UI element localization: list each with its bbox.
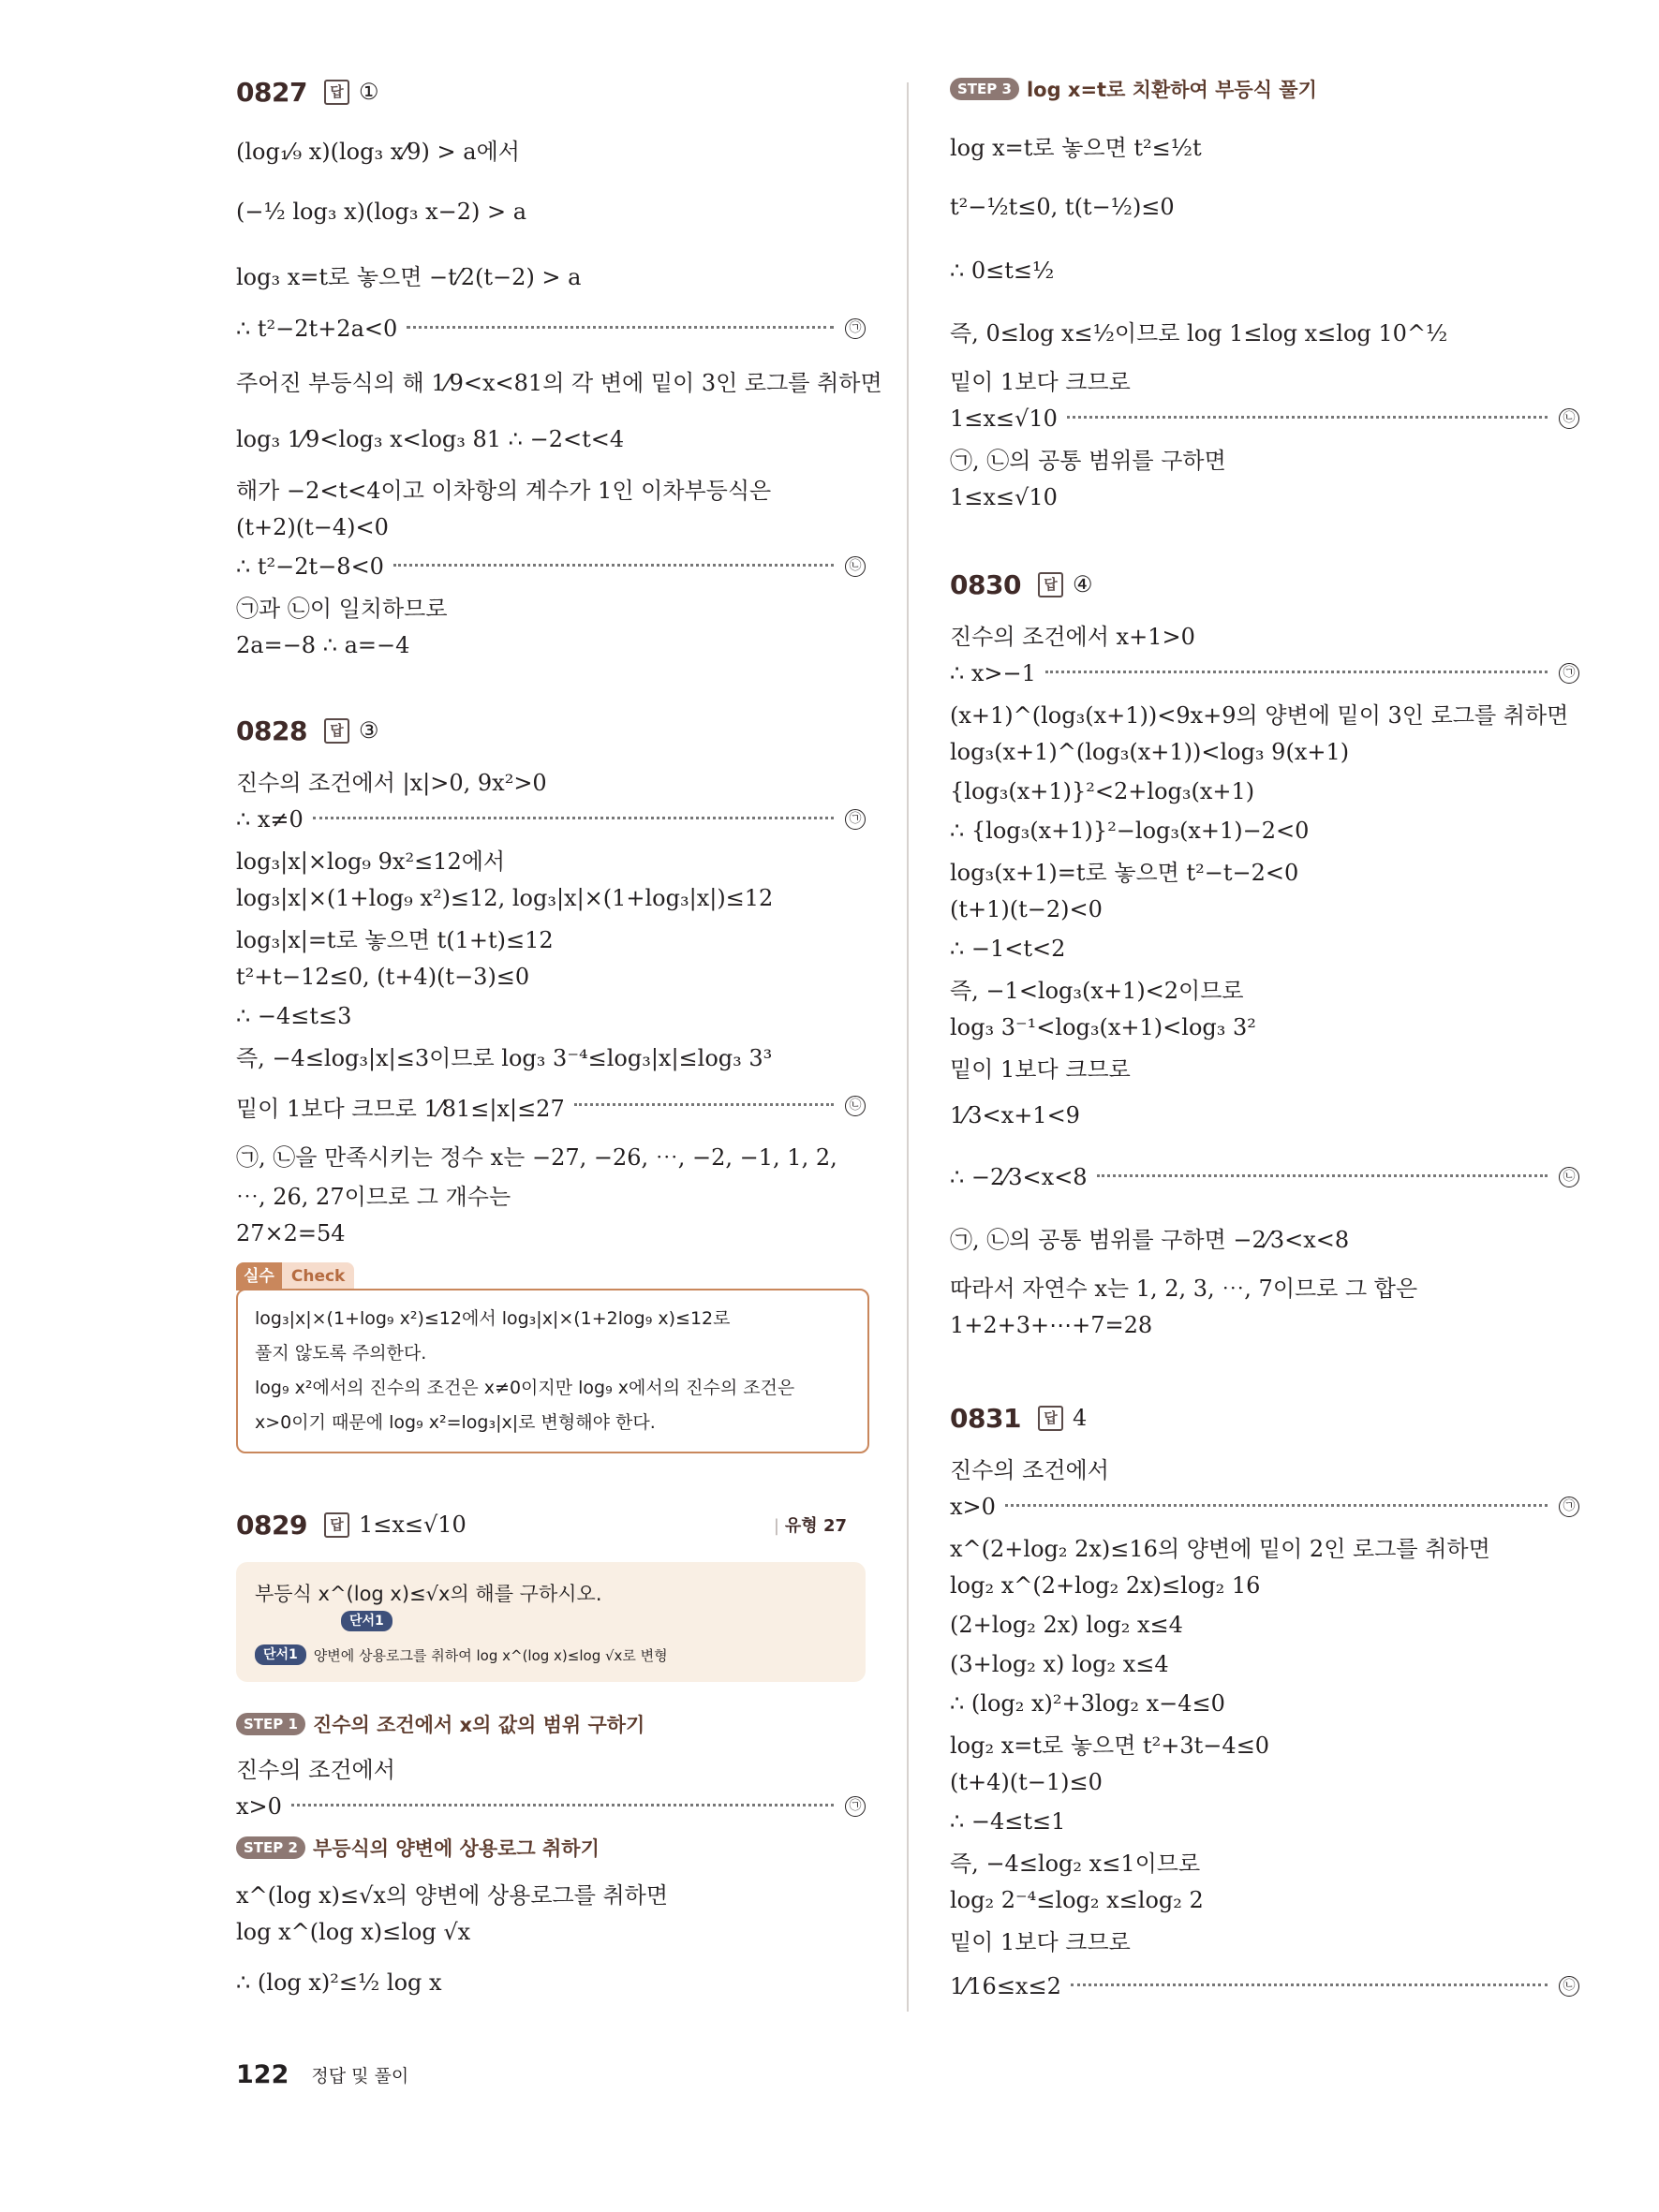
check-line: log₉ x²에서의 진수의 조건은 x≠0이지만 log₉ x에서의 진수의 조건은 [255, 1378, 795, 1398]
solution-text: 1⁄16≤x≤2 [950, 1973, 1061, 1999]
solution-line: 주어진 부등식의 해 1⁄9<x<81의 각 변에 밑이 3인 로그를 취하면 [236, 369, 882, 396]
solution-text: x>0 [236, 1793, 282, 1820]
solution-line-marked [950, 399, 1579, 438]
solution-line: ∴ {log₃(x+1)}²−log₃(x+1)−2<0 [950, 818, 1310, 844]
problem-0827-header [236, 73, 378, 111]
solution-line: (−½ log₃ x)(log₃ x−2) > a [236, 199, 527, 225]
step-title: 부등식의 양변에 상용로그 취하기 [312, 1837, 600, 1860]
page-number: 122 [236, 2060, 289, 2089]
problem-number: 0829 [236, 1509, 307, 1541]
solution-line: {log₃(x+1)}²<2+log₃(x+1) [950, 778, 1255, 804]
page-footer [236, 2060, 408, 2089]
solution-line: 밑이 1보다 크므로 [950, 368, 1131, 395]
marker-icon: ㉠ [845, 809, 866, 830]
marker-icon: ㉠ [1559, 1497, 1579, 1517]
answer-icon: 답 [1038, 1406, 1063, 1431]
solution-line-marked [236, 1086, 866, 1126]
solution-line: 즉, −4≤log₂ x≤1이므로 [950, 1850, 1201, 1877]
solution-line: log₃ x=t로 놓으면 −t⁄2(t−2) > a [236, 263, 582, 290]
marker-icon: ㉠ [845, 318, 866, 339]
solution-line: x^(log x)≤√x의 양변에 상용로그를 취하면 [236, 1881, 669, 1909]
check-line: 풀지 않도록 주의한다. [255, 1343, 427, 1364]
column-divider [907, 82, 909, 2012]
type-tag: | 유형 27 [773, 1516, 847, 1536]
step-title: log x=t로 치환하여 부등식 풀기 [1026, 79, 1317, 101]
solution-text: ∴ x≠0 [236, 806, 304, 833]
solution-line: 즉, −1<log₃(x+1)<2이므로 [950, 977, 1244, 1004]
solution-line: 즉, −4≤log₃|x|≤3이므로 log₃ 3⁻⁴≤log₃|x|≤log₃ 3³ [236, 1044, 773, 1071]
solution-line-marked [236, 309, 866, 348]
solution-line: log₃(x+1)=t로 놓으면 t²−t−2<0 [950, 859, 1299, 886]
problem-0830-header [950, 566, 1092, 603]
solution-line: 즉, 0≤log x≤½이므로 log 1≤log x≤log 10^½ [950, 319, 1448, 347]
solution-line-marked [236, 1787, 866, 1826]
solution-line: 2a=−8 ∴ a=−4 [236, 632, 410, 658]
solution-line-marked [236, 547, 866, 586]
solution-line: log x^(log x)≤log √x [236, 1919, 471, 1945]
step-badge: STEP 2 [236, 1836, 305, 1859]
solution-line: 따라서 자연수 x는 1, 2, 3, ⋯, 7이므로 그 합은 [950, 1275, 1418, 1302]
solution-line-marked [950, 1967, 1579, 2006]
solution-line: 27×2=54 [236, 1220, 346, 1246]
clue-badge: 단서1 [255, 1644, 306, 1665]
answer-value: ① [358, 79, 379, 105]
problem-0828-header [236, 712, 378, 749]
solution-line: ∴ (log x)²≤½ log x [236, 1969, 442, 1996]
marker-icon: ㉠ [845, 1796, 866, 1817]
check-line: x>0이기 때문에 log₉ x²=log₃|x|로 변형해야 한다. [255, 1412, 656, 1433]
solution-line: 1⁄3<x+1<9 [950, 1102, 1080, 1128]
marker-icon: ㉡ [1559, 408, 1579, 429]
problem-box [236, 1562, 866, 1682]
solution-line: t²−½t≤0, t(t−½)≤0 [950, 194, 1175, 220]
solution-line: ∴ 0≤t≤½ [950, 258, 1055, 284]
solution-line: 진수의 조건에서 [236, 1756, 395, 1783]
marker-icon: ㉡ [845, 1096, 866, 1116]
solution-line-marked [950, 1158, 1579, 1197]
check-text [238, 1290, 867, 1452]
solution-line: log₂ x=t로 놓으면 t²+3t−4≤0 [950, 1732, 1270, 1759]
answer-icon: 답 [1038, 572, 1063, 597]
solution-line: (2+log₂ 2x) log₂ x≤4 [950, 1612, 1183, 1638]
solution-text: ∴ x>−1 [950, 660, 1036, 686]
solution-line: log₃ 1⁄9<log₃ x<log₃ 81 ∴ −2<t<4 [236, 426, 625, 452]
step-3-header [950, 73, 1317, 105]
solution-text: ∴ −2⁄3<x<8 [950, 1164, 1088, 1190]
solution-text: 밑이 1보다 크므로 1⁄81≤|x|≤27 [236, 1095, 565, 1122]
step-badge: STEP 1 [236, 1713, 305, 1735]
solution-line: log₃ 3⁻¹<log₃(x+1)<log₃ 3² [950, 1014, 1256, 1040]
solution-line: (x+1)^(log₃(x+1))<9x+9의 양변에 밑이 3인 로그를 취하면 [950, 701, 1569, 729]
solution-text: 1≤x≤√10 [950, 406, 1058, 432]
solution-line: log₂ 2⁻⁴≤log₂ x≤log₂ 2 [950, 1887, 1204, 1913]
solution-line: log₃|x|×log₉ 9x²≤12에서 [236, 848, 506, 875]
solution-line: ㉠, ㉡의 공통 범위를 구하면 −2⁄3<x<8 [950, 1226, 1350, 1253]
step-badge: STEP 3 [950, 78, 1019, 100]
problem-number: 0831 [950, 1402, 1021, 1434]
solution-line: 1+2+3+⋯+7=28 [950, 1312, 1153, 1338]
solution-line-marked [236, 800, 866, 839]
step-2-header [236, 1832, 600, 1864]
solution-line: log₃(x+1)^(log₃(x+1))<log₃ 9(x+1) [950, 739, 1350, 765]
solution-line: 진수의 조건에서 [950, 1456, 1109, 1483]
marker-icon: ㉡ [845, 556, 866, 577]
answer-icon: 답 [324, 80, 349, 105]
mistake-check-tab [236, 1262, 354, 1290]
solution-line: 진수의 조건에서 x+1>0 [950, 623, 1195, 650]
solution-line: (3+log₂ x) log₂ x≤4 [950, 1651, 1169, 1677]
solution-line: ∴ (log₂ x)²+3log₂ x−4≤0 [950, 1690, 1225, 1717]
solution-text: x>0 [950, 1494, 996, 1520]
solution-line: 진수의 조건에서 |x|>0, 9x²>0 [236, 769, 547, 796]
type-tag-label: 유형 27 [784, 1516, 847, 1536]
solution-line: log₃|x|=t로 놓으면 t(1+t)≤12 [236, 926, 554, 953]
answer-value: ④ [1072, 571, 1093, 597]
problem-number: 0828 [236, 715, 307, 746]
marker-icon: ㉡ [1559, 1976, 1579, 1997]
solution-line: ㉠, ㉡의 공통 범위를 구하면 [950, 447, 1226, 474]
solution-text: ∴ t²−2t−8<0 [236, 553, 384, 580]
marker-icon: ㉠ [1559, 663, 1579, 684]
answer-icon: 답 [324, 1512, 349, 1538]
solution-line: log₃|x|×(1+log₉ x²)≤12, log₃|x|×(1+log₃|x|)≤12 [236, 885, 774, 911]
problem-0831-header [950, 1399, 1087, 1437]
solution-line: log₂ x^(2+log₂ 2x)≤log₂ 16 [950, 1572, 1261, 1599]
answer-value: 1≤x≤√10 [358, 1512, 467, 1538]
mistake-check-box [236, 1289, 869, 1453]
mistake-label: 실수 [236, 1262, 282, 1290]
footer-title: 정답 및 풀이 [311, 2066, 409, 2087]
answer-value: 4 [1072, 1405, 1088, 1431]
solution-line: t²+t−12≤0, (t+4)(t−3)≤0 [236, 964, 530, 990]
solution-line: ㉠과 ㉡이 일치하므로 [236, 595, 448, 622]
solution-line: ∴ −1<t<2 [950, 936, 1066, 962]
marker-icon: ㉡ [1559, 1167, 1579, 1187]
solution-line: (t+2)(t−4)<0 [236, 514, 389, 540]
problem-number: 0827 [236, 76, 307, 108]
problem-number: 0830 [950, 568, 1021, 600]
answer-value: ③ [358, 717, 379, 744]
solution-text: ∴ t²−2t+2a<0 [236, 316, 398, 342]
solution-line: (t+1)(t−2)<0 [950, 896, 1103, 922]
solution-line: (t+4)(t−1)≤0 [950, 1769, 1103, 1795]
problem-0829-header [236, 1506, 866, 1543]
clue-badge: 단서1 [341, 1611, 393, 1631]
step-title: 진수의 조건에서 x의 값의 범위 구하기 [312, 1714, 645, 1736]
solution-line-marked [950, 654, 1579, 693]
check-label: Check [282, 1262, 355, 1290]
solution-line: x^(2+log₂ 2x)≤16의 양변에 밑이 2인 로그를 취하면 [950, 1535, 1490, 1562]
solution-line: 1≤x≤√10 [950, 484, 1058, 510]
clue-hint [255, 1644, 668, 1665]
solution-line: 밑이 1보다 크므로 [950, 1055, 1131, 1083]
solution-line: ∴ −4≤t≤1 [950, 1808, 1066, 1835]
answer-icon: 답 [324, 718, 349, 744]
check-line: log₃|x|×(1+log₉ x²)≤12에서 log₃|x|×(1+2log₉ x)≤12로 [255, 1308, 731, 1329]
solution-line: ⋯, 26, 27이므로 그 개수는 [236, 1183, 511, 1210]
step-1-header [236, 1708, 644, 1740]
solution-line: ㉠, ㉡을 만족시키는 정수 x는 −27, −26, ⋯, −2, −1, 1, 2, [236, 1143, 837, 1171]
solution-line: 밑이 1보다 크므로 [950, 1928, 1131, 1955]
solution-line: log x=t로 놓으면 t²≤½t [950, 134, 1202, 161]
problem-statement: 부등식 x^(log x)≤√x의 해를 구하시오. [255, 1583, 602, 1605]
solution-line: (log₁⁄₉ x)(log₃ x⁄9) > a에서 [236, 138, 520, 165]
solution-line: 해가 −2<t<4이고 이차항의 계수가 1인 이차부등식은 [236, 477, 772, 504]
solution-line: ∴ −4≤t≤3 [236, 1003, 352, 1029]
clue-hint-text: 양변에 상용로그를 취하여 log x^(log x)≤log √x로 변형 [313, 1646, 668, 1664]
solution-line-marked [950, 1487, 1579, 1526]
